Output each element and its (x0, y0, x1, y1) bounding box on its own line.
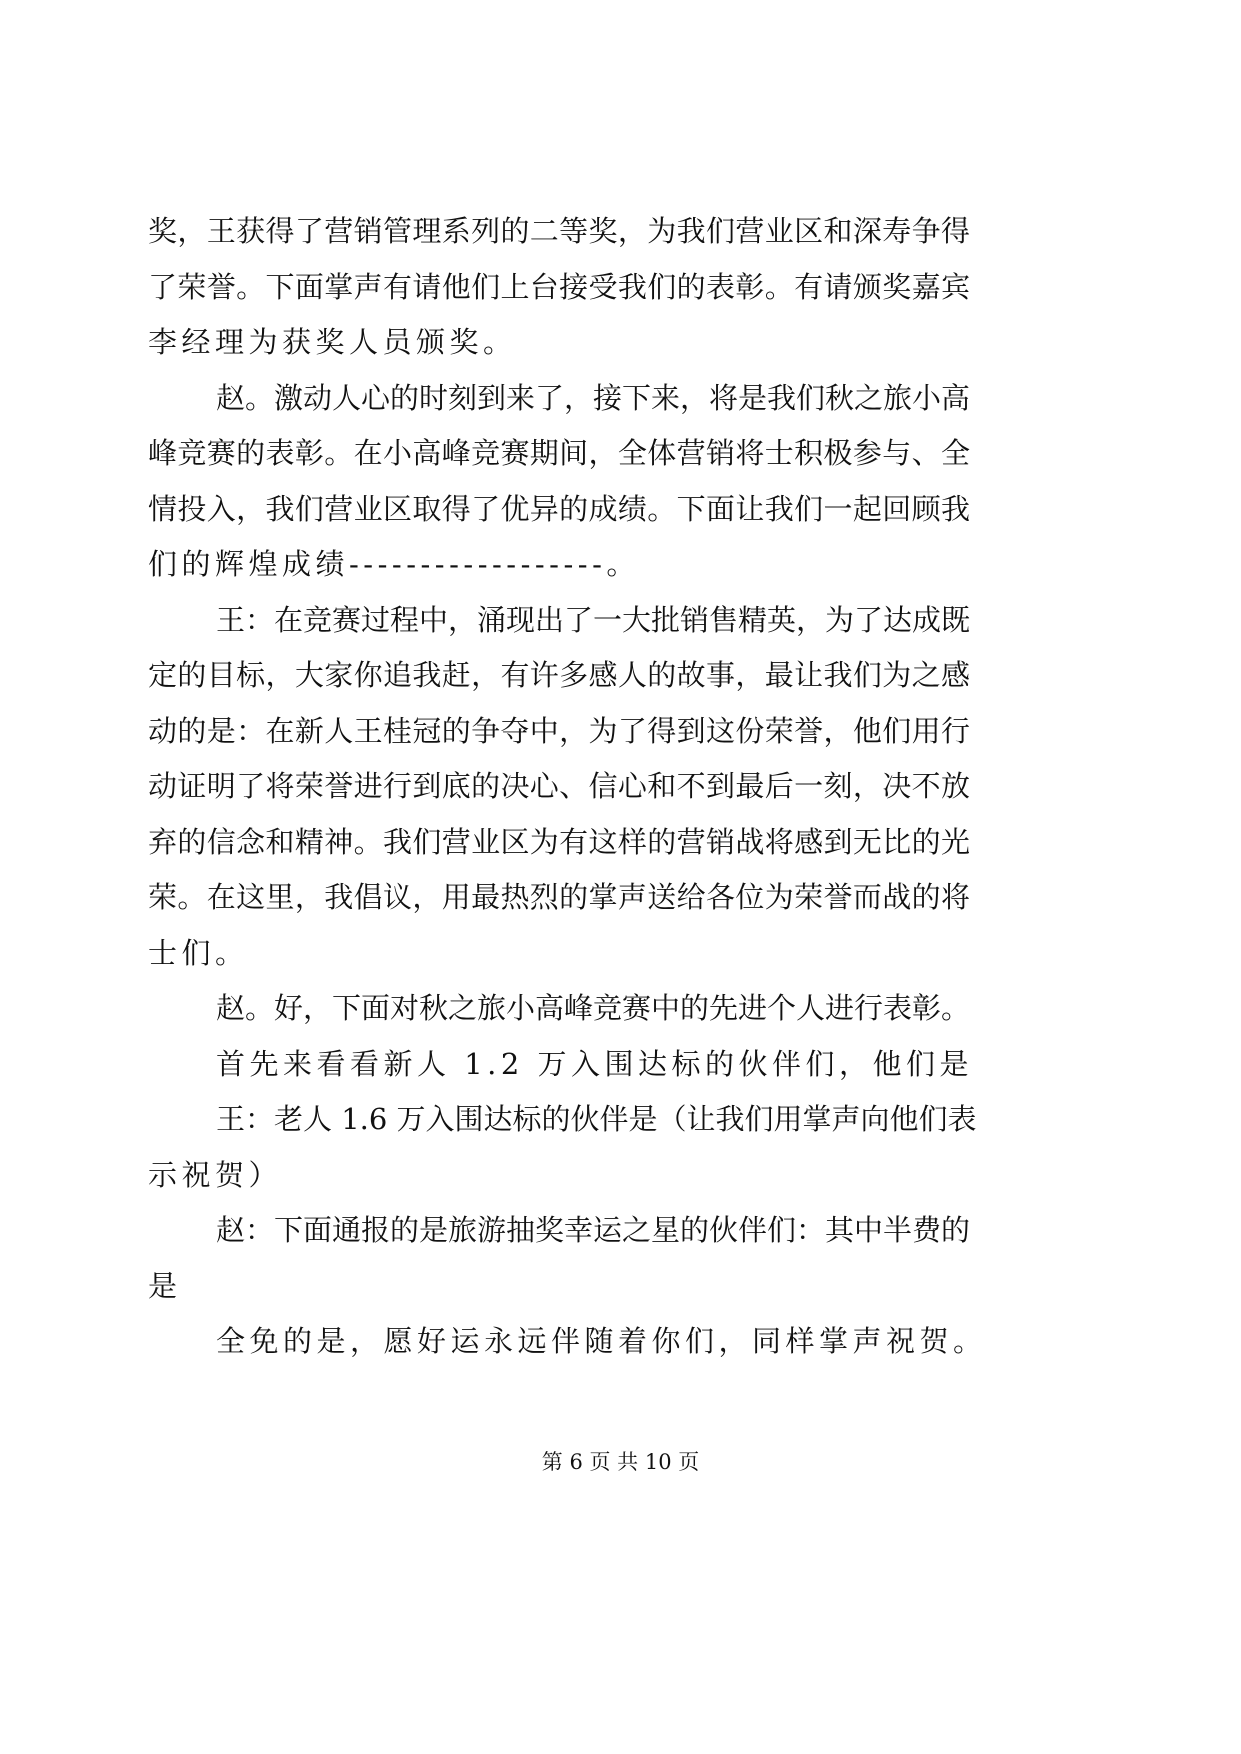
text-line: 奖，王获得了营销管理系列的二等奖，为我们营业区和深寿争得 (148, 214, 970, 248)
text-line: 赵。激动人心的时刻到来了，接下来，将是我们秋之旅小高 (216, 380, 971, 415)
text-line: 们的辉煌成绩------------------。 (148, 547, 640, 581)
text-line: 是 (148, 1268, 182, 1303)
text-line: 示祝贺） (148, 1157, 283, 1192)
text-line: 士们。 (148, 935, 249, 970)
text-line: 峰竞赛的表彰。在小高峰竞赛期间，全体营销将士积极参与、全 (148, 436, 970, 470)
page-footer: 第 6 页 共 10 页 (541, 1450, 700, 1474)
text-line: 动证明了将荣誉进行到底的决心、信心和不到最后一刻，决不放 (148, 769, 970, 803)
text-line: 赵。好，下面对秋之旅小高峰竞赛中的先进个人进行表彰。 (216, 991, 971, 1025)
document-body (148, 204, 987, 1370)
text-line: 全免的是，愿好运永远伴随着你们，同样掌声祝贺。 (216, 1324, 987, 1358)
text-line: 弃的信念和精神。我们营业区为有这样的营销战将感到无比的光 (148, 824, 970, 859)
text-line: 定的目标，大家你追我赶，有许多感人的故事，最让我们为之感 (148, 658, 970, 692)
text-line: 动的是：在新人王桂冠的争夺中，为了得到这份荣誉，他们用行 (148, 713, 970, 748)
text-line: 李经理为获奖人员颁奖。 (148, 325, 517, 359)
text-line: 首先来看看新人 1.2 万入围达标的伙伴们，他们是 (216, 1046, 974, 1081)
text-line: 王：老人 1.6 万入围达标的伙伴是（让我们用掌声向他们表 (216, 1102, 977, 1136)
text-line: 了荣誉。下面掌声有请他们上台接受我们的表彰。有请颁奖嘉宾 (148, 269, 970, 304)
text-line: 赵：下面通报的是旅游抽奖幸运之星的伙伴们：其中半费的 (216, 1213, 971, 1247)
text-line: 王：在竞赛过程中，涌现出了一大批销售精英，为了达成既 (216, 602, 971, 637)
text-line: 情投入，我们营业区取得了优异的成绩。下面让我们一起回顾我 (148, 491, 970, 526)
text-line: 荣。在这里，我倡议，用最热烈的掌声送给各位为荣誉而战的将 (148, 880, 970, 914)
